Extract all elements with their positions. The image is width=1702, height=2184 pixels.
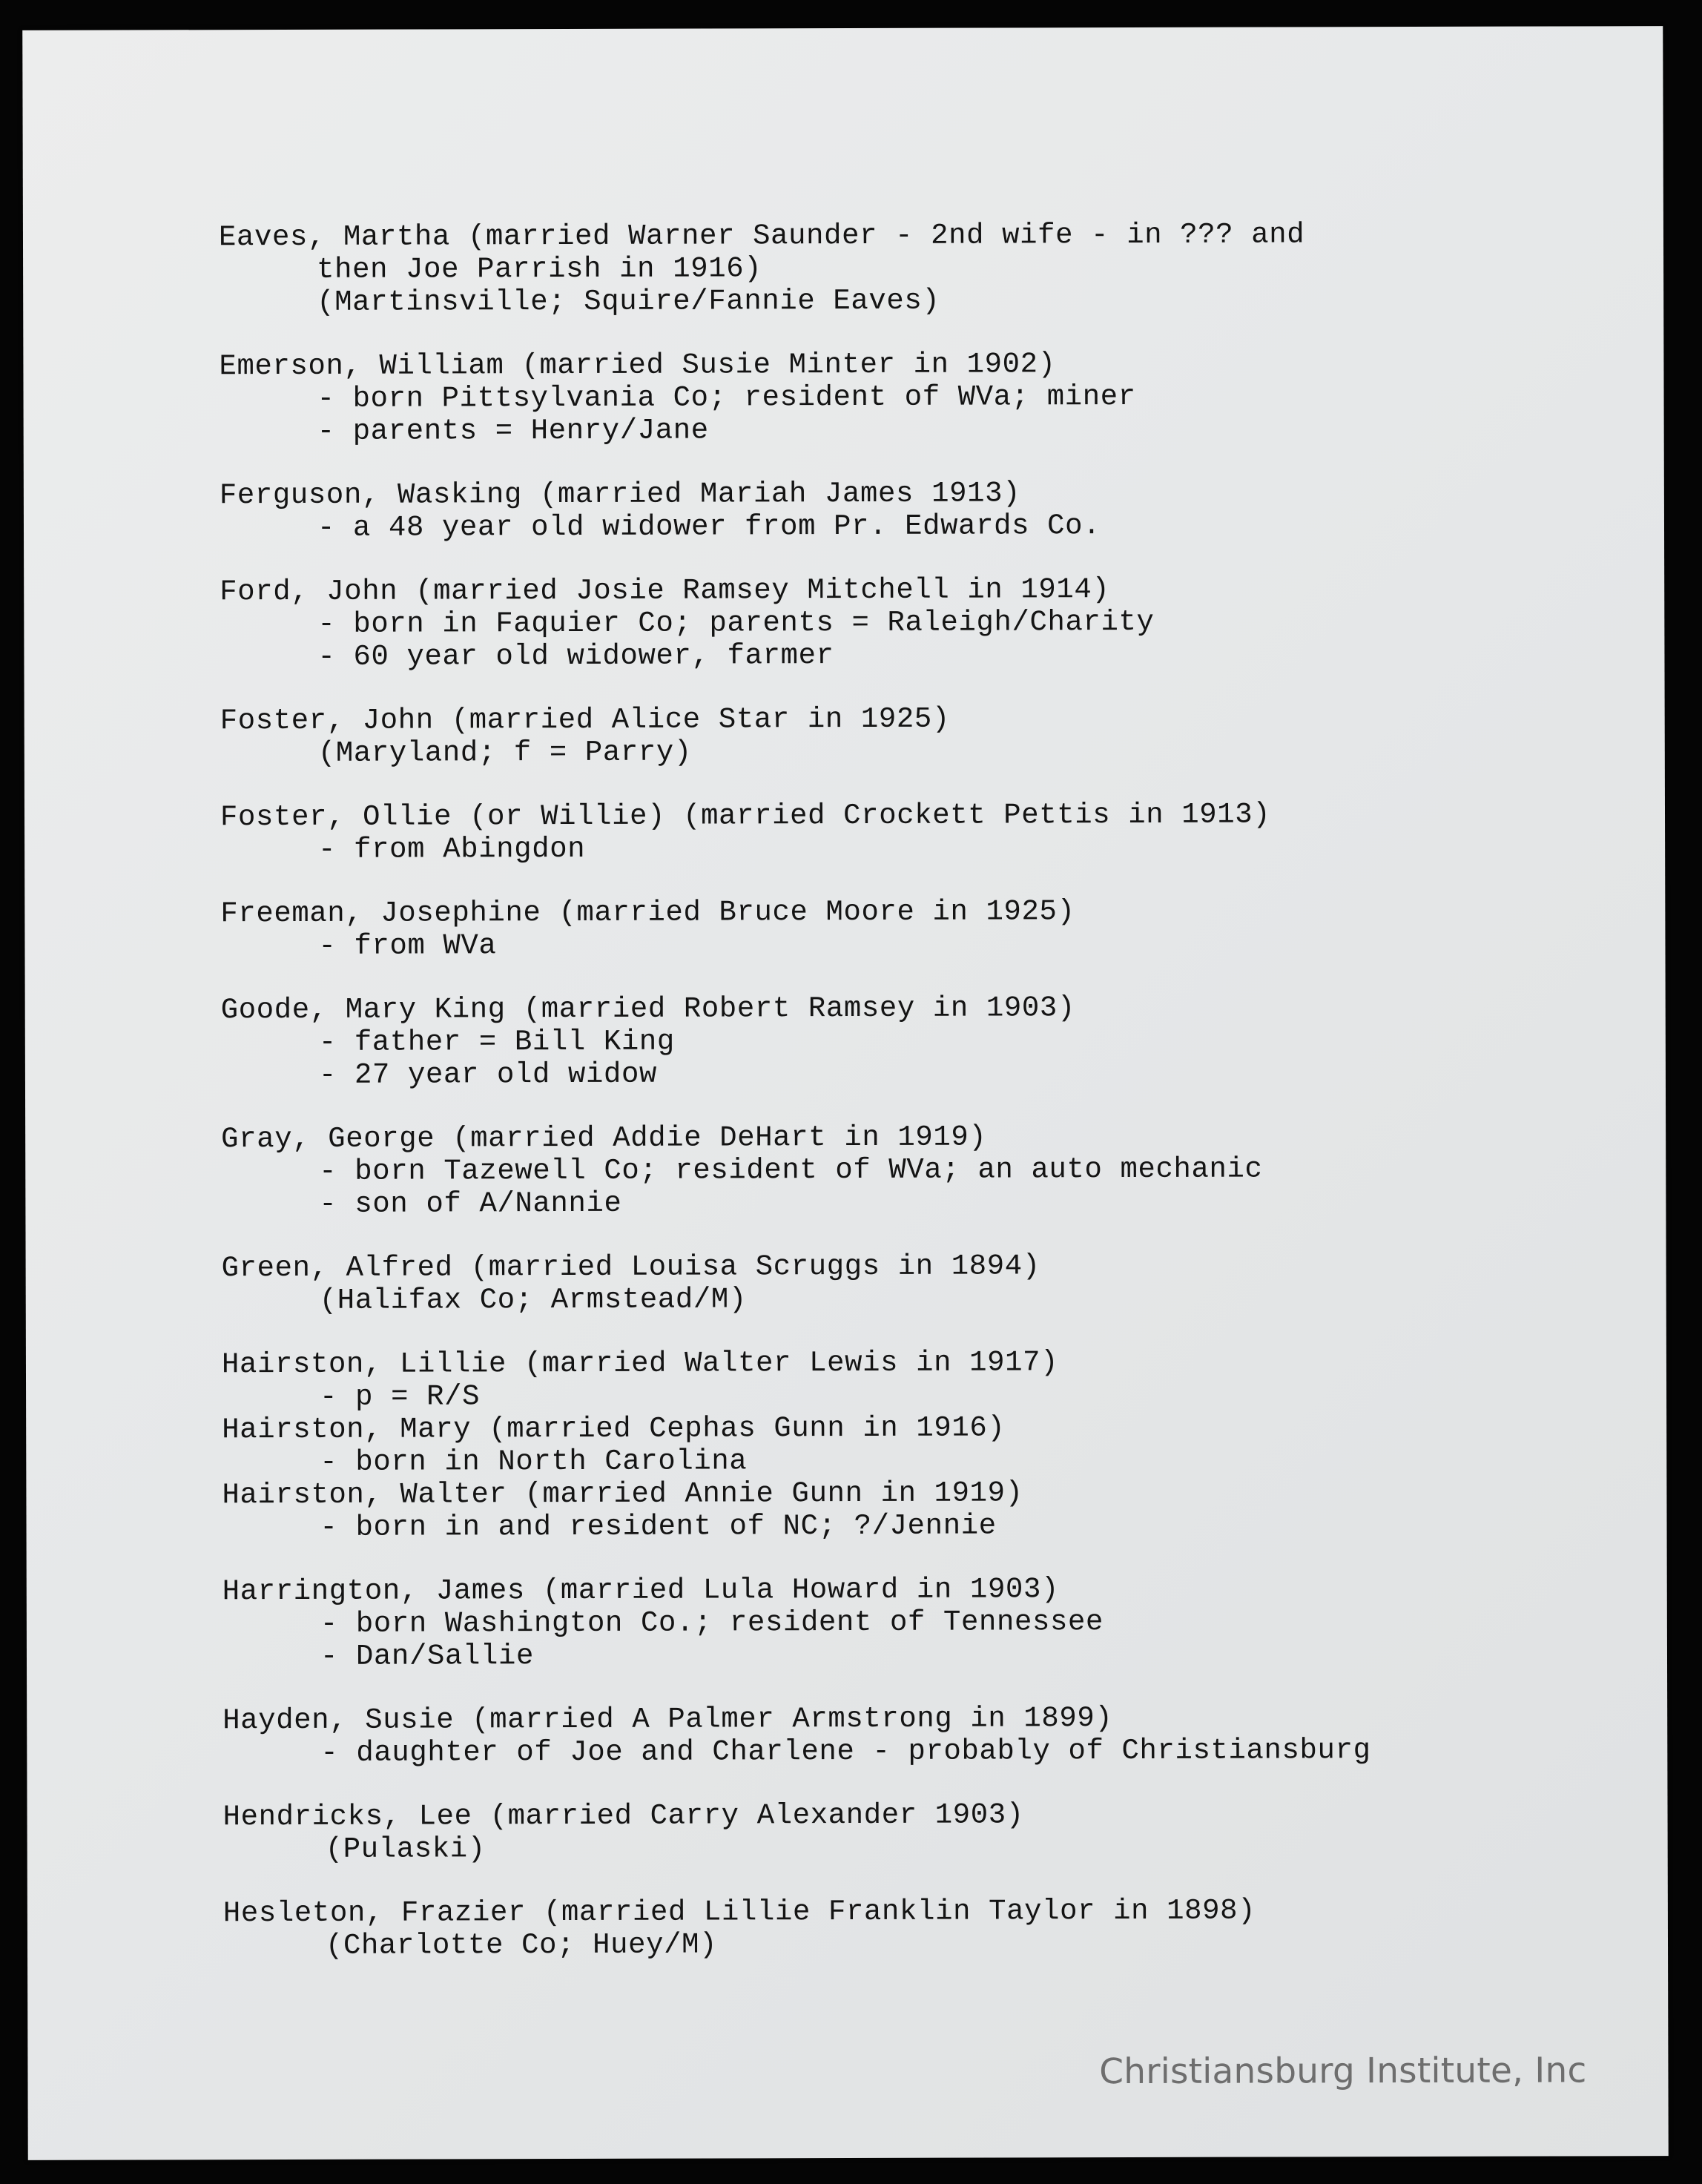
record-detail: - 27 year old widow (318, 1058, 658, 1092)
record-heading: Foster, John (married Alice Star in 1925) (220, 702, 950, 738)
record-detail: - 60 year old widower, farmer (317, 639, 834, 673)
record-detail: - born Tazewell Co; resident of WVa; an auto mechanic (319, 1152, 1263, 1188)
record-entry (220, 572, 1629, 673)
record-heading: Harrington, James (married Lula Howard in 1903) (222, 1573, 1059, 1609)
record-detail: - daughter of Joe and Charlene - probably of Christiansburg (320, 1734, 1371, 1769)
record-heading: Foster, Ollie (or Willie) (married Crockett Pettis in 1913) (220, 798, 1271, 834)
record-heading: Hairston, Walter (married Annie Gunn in 1919) (222, 1477, 1023, 1512)
record-detail: - parents = Henry/Jane (317, 414, 709, 448)
record-heading: Hendricks, Lee (married Carry Alexander 1903) (222, 1798, 1024, 1834)
record-entry (220, 475, 1629, 544)
record-heading: Ferguson, Wasking (married Mariah James 1913) (219, 477, 1021, 512)
record-detail: - born Pittsylvania Co; resident of WVa; miner (317, 380, 1136, 415)
record-detail: (Charlotte Co; Huey/M) (325, 1928, 718, 1962)
record-heading: Emerson, William (married Susie Minter in 1902) (219, 348, 1056, 383)
record-entry (219, 346, 1628, 448)
record-detail: - from WVa (318, 929, 497, 963)
record-entry (222, 1571, 1632, 1673)
record-entry (222, 1797, 1632, 1866)
record-entry (222, 1700, 1632, 1769)
record-entry (222, 1248, 1631, 1317)
record-detail: - son of A/Nannie (319, 1187, 622, 1221)
record-detail: - from Abingdon (318, 832, 586, 866)
record-detail: - a 48 year old widower from Pr. Edwards Co. (317, 509, 1101, 544)
record-heading: Hairston, Lillie (married Walter Lewis in 1917) (221, 1346, 1059, 1382)
marriage-records-list (219, 217, 1632, 1993)
record-detail: (Maryland; f = Parry) (317, 736, 692, 770)
record-entry (222, 1345, 1631, 1413)
record-heading: Green, Alfred (married Louisa Scruggs in 1894) (221, 1250, 1040, 1285)
record-entry (222, 1475, 1631, 1544)
record-detail: - Dan/Sallie (320, 1640, 535, 1673)
record-detail: - father = Bill King (318, 1025, 675, 1059)
record-detail: - born Washington Co.; resident of Tennessee (320, 1606, 1104, 1640)
record-heading: Gray, George (married Addie DeHart in 1919) (221, 1121, 987, 1156)
record-heading: Hayden, Susie (married A Palmer Armstrong in 1899) (222, 1702, 1113, 1738)
record-entry (223, 1893, 1632, 1962)
record-detail: - born in Faquier Co; parents = Raleigh/Charity (317, 605, 1155, 641)
record-heading: Ford, John (married Josie Ramsey Mitchell in 1914) (220, 573, 1110, 609)
record-detail: (Pulaski) (325, 1832, 486, 1866)
record-detail: then Joe Parrish in 1916) (317, 252, 762, 286)
record-entry (221, 1119, 1630, 1221)
record-entry (221, 990, 1630, 1092)
record-detail: (Martinsville; Squire/Fannie Eaves) (317, 284, 940, 319)
record-heading: Freeman, Josephine (married Bruce Moore in 1925) (220, 895, 1075, 931)
record-entry (220, 701, 1629, 770)
document-page (22, 26, 1669, 2160)
record-entry (219, 217, 1628, 319)
record-detail: - born in North Carolina (320, 1445, 748, 1479)
record-heading: Hairston, Mary (married Cephas Gunn in 1916) (222, 1411, 1006, 1447)
record-heading: Eaves, Martha (married Warner Saunder - 2nd wife - in ??? and (218, 218, 1305, 254)
record-entry (222, 1410, 1631, 1479)
record-detail: (Halifax Co; Armstead/M) (319, 1283, 747, 1317)
record-heading: Goode, Mary King (married Robert Ramsey in 1903) (220, 992, 1075, 1027)
record-entry (220, 894, 1629, 963)
record-heading: Hesleton, Frazier (married Lillie Franklin Taylor in 1898) (222, 1894, 1256, 1930)
record-detail: - born in and resident of NC; ?/Jennie (320, 1509, 997, 1544)
record-entry (220, 797, 1629, 866)
watermark-text: Christiansburg Institute, Inc (1099, 2050, 1587, 2093)
record-detail: - p = R/S (320, 1380, 481, 1413)
